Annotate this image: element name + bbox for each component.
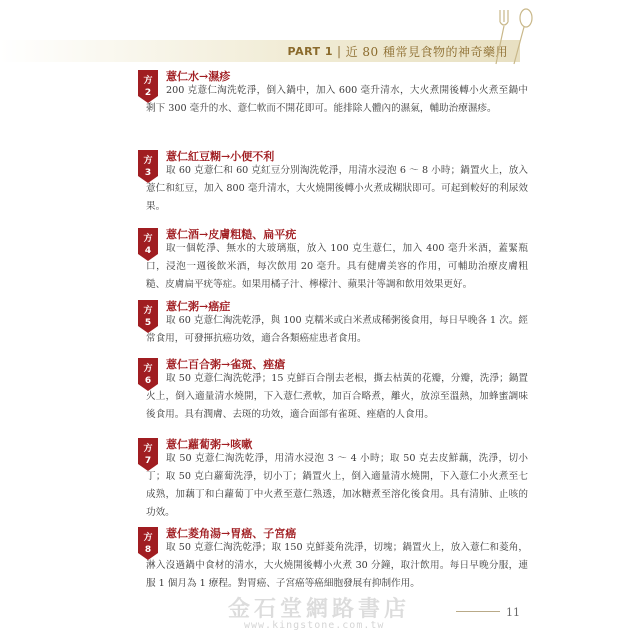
remedy-text: 取 50 克薏仁淘洗乾淨；取 150 克鮮菱角洗淨，切塊；鍋置火上，放入薏仁和菱角，淋入沒過鍋中食材的清水，大火燒開後轉小火煮 30 分鐘，取汁飲用。每日早晚分服，連服 1 個月為 1 療程。對胃癌、子宮癌等癌細胞發展有抑制作用。 [146,542,528,589]
badge-number: 2 [144,88,152,98]
badge-char: 方 [143,533,153,543]
badge-char: 方 [143,234,153,244]
remedy-text: 取 50 克薏仁淘洗乾淨，用清水浸泡 3 ～ 4 小時；取 50 克去皮鮮藕，洗淨，切小丁；取 50 克白蘿蔔洗淨，切小丁；鍋置火上，倒入適量清水燒開，下入薏仁小火煮至七成熟，加藕丁和白蘿蔔丁中火煮至薏仁熟透，加冰糖煮至溶化後食用。具有清肺、止咳的功效。 [146,453,528,518]
remedy-text: 200 克薏仁淘洗乾淨，倒入鍋中，加入 600 毫升清水，大火煮開後轉小火煮至鍋中剩下 300 毫升的水、薏仁軟而不開花即可。能排除人體內的濕氣，輔助治療濕疹。 [146,85,528,114]
header-part-label: PART 1 [287,44,334,58]
badge-number: 5 [144,318,152,328]
header-separator: | [337,44,342,58]
badge-char: 方 [143,444,153,454]
running-header [288,42,508,60]
remedy-title: 薏仁粥→癌症 [166,300,231,313]
remedy-text: 取一個乾淨、無水的大玻璃瓶，放入 100 克生薏仁，加入 400 毫升米酒，蓋緊瓶口，浸泡一週後飲米酒，每次飲用 20 毫升。具有健膚美容的作用，可輔助治療皮膚粗糙、皮膚扁平疣等症。如果用橘子汁、檸檬汁、蘋果汁等調和飲用效果更好。 [146,243,528,290]
remedy-title: 薏仁蘿蔔粥→咳嗽 [166,438,253,451]
remedy-title: 薏仁百合粥→雀斑、痤瘡 [166,358,286,371]
footer-rule [456,611,500,612]
badge-char: 方 [143,306,153,316]
fork-spoon-icon [492,8,538,66]
badge-char: 方 [143,364,153,374]
badge-number: 4 [144,246,152,256]
remedy-title: 薏仁菱角湯→胃癌、子宮癌 [166,527,297,540]
remedy-text: 取 50 克薏仁淘洗乾淨；15 克鮮百合削去老根，撕去枯黃的花瓣，分瓣，洗淨；鍋置火上，倒入適量清水燒開，下入薏仁煮軟，加百合略煮，離火，放涼至溫熱，加蜂蜜調味後食用。具有潤膚、去斑的功效，適合面部有雀斑、痤瘡的人食用。 [146,373,528,420]
remedy-title: 薏仁酒→皮膚粗糙、扁平疣 [166,228,297,241]
remedy-text: 取 60 克薏仁淘洗乾淨，與 100 克糯米或白米煮成稀粥後食用，每日早晚各 1 次。經常食用，可發揮抗癌功效，適合各類癌症患者食用。 [146,315,528,344]
badge-char: 方 [143,76,153,86]
remedy-title: 薏仁紅豆糊→小便不利 [166,150,275,163]
badge-number: 6 [144,376,152,386]
header-title: 近 80 種常見食物的神奇藥用 [345,44,508,59]
page-number: 11 [506,606,520,619]
badge-number: 8 [144,545,152,555]
remedy-title: 薏仁水→濕疹 [166,70,231,83]
badge-number: 7 [144,456,152,466]
badge-char: 方 [143,156,153,166]
remedy-text: 取 60 克薏仁和 60 克紅豆分別淘洗乾淨，用清水浸泡 6 ～ 8 小時；鍋置火上，放入薏仁和紅豆，加入 800 毫升清水，大火燒開後轉小火煮成糊狀即可。可起到較好的利尿效果。 [146,165,528,212]
badge-number: 3 [144,168,152,178]
watermark-text: 金石堂網路書店 [228,596,411,622]
watermark-url: www.kingstone.com.tw [244,620,385,631]
